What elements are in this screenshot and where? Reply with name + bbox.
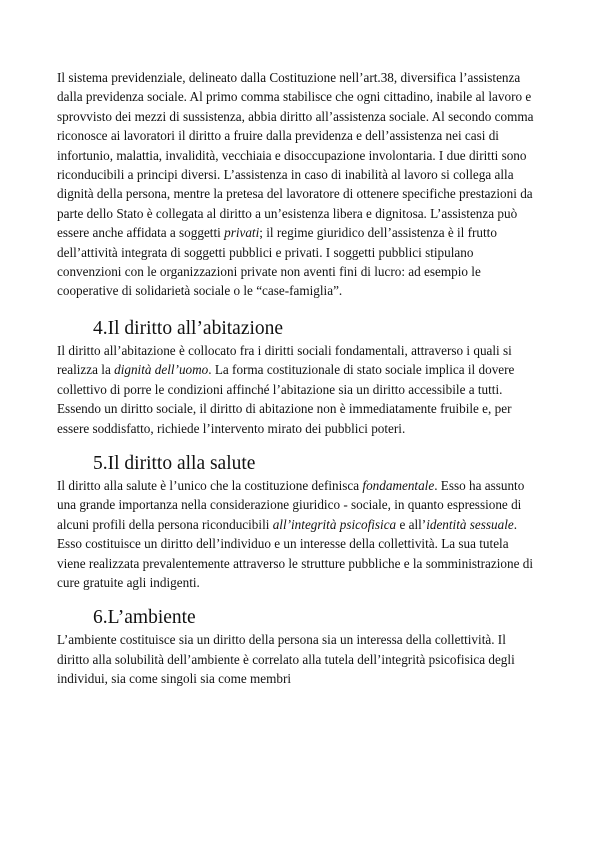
section-number: 5. [93,452,108,474]
section-paragraph-ambiente [57,630,539,688]
document-page [57,68,539,689]
section-title: Il diritto all’abitazione [107,317,284,339]
section-paragraph-salute [57,476,539,592]
intro-paragraph [57,68,539,301]
paragraph-text: . Esso costituisce un diritto dell’individuo e un interesse della collettività. La sua tutela viene realizzata prevalentemente attraverso le strutture pubbliche e la somministrazione di cure gratuite agli indigenti. [57,516,534,590]
intro-italic-privati: privati [224,225,260,241]
paragraph-italic: dignità dell’uomo [114,362,209,378]
section-number: 4. [93,317,108,339]
intro-text-before: Il sistema previdenziale, delineato dalla Costituzione nell’art.38, diversifica l’assistenza dalla previdenza sociale. Al primo comma stabilisce che ogni cittadino, inabile al lavoro e sprovvisto dei mezzi di sussistenza, abbia diritto all’assistenza sociale. Al secondo comma riconosce ai lavoratori il diritto a fruire dalla previdenza e dell’assistenza nei casi di infortunio, malattia, invalidità, vecchiaia e disoccupazione involontaria. I due diritti sono riconducibili a principi diversi. L’assistenza in caso di inabilità al lavoro si collega alla dignità della persona, mentre la pretesa del lavoratore di ottenere specifiche prestazioni da parte dello Stato è collegata al diritto a un’esistenza libera e dignitosa. L’assistenza può essere anche affidata a soggetti [57,70,534,241]
paragraph-italic: fondamentale [362,477,435,493]
section-heading-salute [57,452,539,476]
paragraph-text: Il diritto all’abitazione è collocato fra i diritti sociali fondamentali, attraverso i quali si realizza la [57,342,512,378]
intro-text-after: ; il regime giuridico dell’assistenza è il frutto dell’attività integrata di soggetti pubblici e privati. I soggetti pubblici stipulano convenzioni con le organizzazioni private non aventi fini di lucro: ad esempio le cooperative di solidarietà sociale o le “case-famiglia”. [57,225,497,299]
paragraph-italic: all’integrità psicofisica [272,516,397,532]
paragraph-italic: identità sessuale [426,516,514,532]
paragraph-text: Il diritto alla salute è l’unico che la costituzione definisca [57,477,363,493]
section-heading-abitazione [57,317,539,341]
section-heading-ambiente [57,606,539,630]
section-title: L’ambiente [107,607,196,629]
paragraph-text: e all’ [396,516,427,532]
section-title: Il diritto alla salute [107,452,256,474]
paragraph-text: . La forma costituzionale di stato sociale implica il dovere collettivo di porre le condizioni affinché l’abitazione sia un diritto accessibile a tutti. Essendo un diritto sociale, il diritto di abitazione non è immediatamente fruibile e, per essere soddisfatto, richiede l’intervento mirato dei pubblici poteri. [57,362,515,436]
paragraph-text: L’ambiente costituisce sia un diritto della persona sia un interessa della collettività. Il diritto alla solubilità dell’ambiente è correlato alla tutela dell’integrità psicofisica degli individui, sia come singoli sia come membri [57,632,515,687]
section-number: 6. [93,607,108,629]
section-paragraph-abitazione [57,341,539,438]
paragraph-text: . Esso ha assunto una grande importanza nella considerazione giuridico - sociale, in quanto espressione di alcuni profili della persona riconducibili [57,477,525,532]
